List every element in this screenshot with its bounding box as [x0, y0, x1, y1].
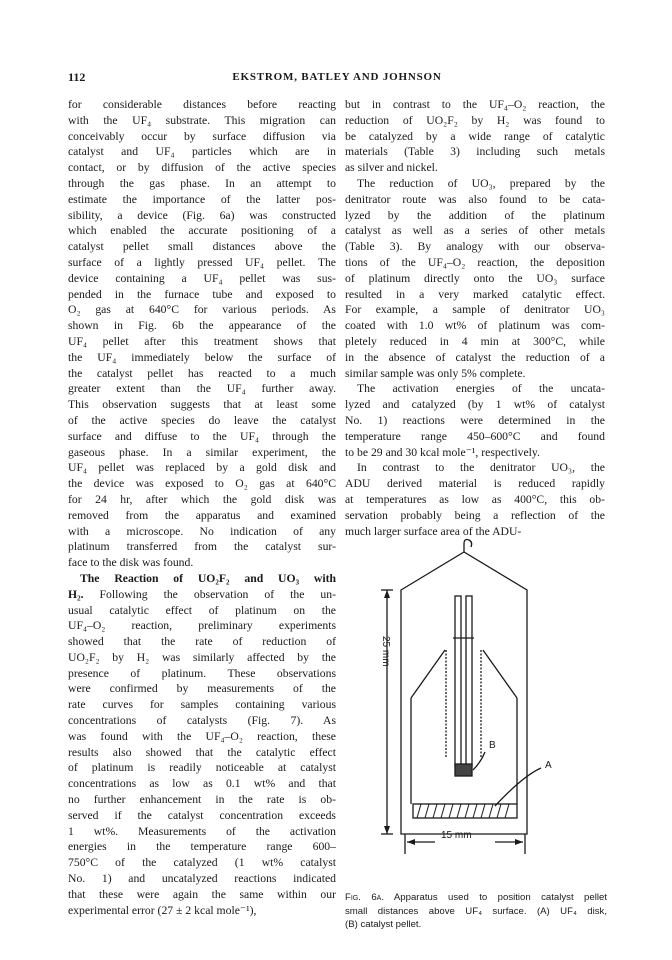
text-line: This observation suggests that at least some [68, 398, 336, 412]
text-line: denitrator route was also found to be cata- [345, 192, 605, 206]
running-head: EKSTROM, BATLEY AND JOHNSON [232, 71, 442, 83]
text-line [68, 571, 336, 587]
width-dimension: 15 mm [441, 830, 472, 841]
text-line: platinum transferred from the catalyst sur- [68, 540, 336, 554]
paragraph-activation-energies [345, 381, 605, 460]
text-line: through the gas phase. In an attempt to [68, 176, 336, 190]
text-line: for 24 hr, after which the gold disk was [68, 492, 336, 506]
text-line: no further enhancement in the rate is ob- [68, 793, 336, 807]
paragraph-migration [68, 97, 336, 571]
text-line: shown in Fig. 6b the appearance of the [68, 319, 336, 333]
height-dimension: 25 mm [380, 636, 391, 667]
text-line: The activation energies of the uncata- [357, 382, 605, 396]
text-line: tions of the UF₄–O₂ reaction, the deposition [345, 255, 605, 269]
text-line: concentrations of catalysts (Fig. 7). As [68, 714, 336, 728]
text-line: 1 wt%. Measurements of the activation [68, 824, 336, 838]
text-line: the catalyst pellet has reacted to a much [68, 366, 336, 380]
text-line: UO₂F₂ by H₂ was similarly affected by the [68, 650, 336, 664]
text-line: served if the catalyst concentration exceeds [68, 808, 336, 822]
caption-line [345, 891, 607, 905]
text-line: lyzed and catalyzed (by 1 wt% of catalyst [345, 398, 605, 412]
text-line: to be 29 and 30 kcal mole⁻¹, respectively. [345, 445, 540, 459]
text-line: at temperatures as low as 400°C, this ob- [345, 492, 605, 506]
text-line: greater extent than the UF₄ further away. [68, 382, 336, 396]
text-line: coated with 1.0 wt% of platinum was com- [345, 319, 605, 333]
text-line: gaseous phase. In a similar experiment, the [68, 445, 336, 459]
text-line: UF₄ pellet after this treatment shows that [68, 334, 336, 348]
label-b: B [489, 740, 496, 751]
text-line: O₂ gas at 640°C for various periods. As [68, 303, 336, 317]
text-line: pended in the furnace tube and exposed to [68, 287, 336, 301]
caption-label: Fig. 6a. [345, 892, 384, 903]
caption-line: (B) catalyst pellet. [345, 919, 422, 930]
text-line: be catalyzed by a wide range of catalytic [345, 129, 605, 143]
section-heading-continued: H₂. [68, 587, 84, 601]
text-line: sibility, a device (Fig. 6a) was constructed [68, 208, 336, 222]
text-line: the UF₄ immediately below the surface of [68, 350, 336, 364]
text-line: reduction of UO₂F₂ by H₂ was found to [345, 113, 605, 127]
text-line: UF₄ pellet was replaced by a gold disk and [68, 461, 336, 475]
text-line: which enabled the accurate positioning of a [68, 224, 336, 238]
paragraph-adu-material [345, 460, 605, 539]
text-line: but in contrast to the UF₄–O₂ reaction, the [345, 98, 605, 111]
text-line: catalyst as well as a series of other metals [345, 224, 605, 238]
text-line: experimental error (27 ± 2 kcal mole⁻¹), [68, 903, 257, 917]
text-line: In contrast to the denitrator UO₃, the [357, 461, 605, 475]
text-line: results also showed that the catalytic effect [68, 745, 336, 759]
text-line: of platinum is readily noticeable at catalyst [68, 761, 336, 775]
text-line: energies in the temperature range 600– [68, 840, 336, 854]
text-line: that these were again the same within our [68, 887, 336, 901]
figure-caption [345, 891, 607, 932]
text-line: with the UF₄ substrate. This migration can [68, 113, 336, 127]
apparatus-housing [401, 552, 527, 834]
text-line: of the active species do leave the catalyst [68, 413, 336, 427]
text-line: temperature range 450–600°C and found [345, 429, 605, 443]
text-line: of platinum directly onto the UO₃ surface [345, 271, 605, 285]
text-line: UF₄–O₂ reaction, preliminary experiments [68, 619, 336, 633]
text-line: 750°C of the catalyzed (1 wt% catalyst [68, 856, 336, 870]
suspension-hook [464, 540, 472, 553]
catalyst-pellet [455, 764, 472, 776]
section-heading-paragraph [68, 571, 336, 603]
paragraph-contrast [345, 97, 605, 176]
text-line: surface and diffuse to the UF₄ through the [68, 429, 336, 443]
right-column [345, 97, 605, 539]
text-line: (Table 3). By analogy with our observa- [345, 240, 605, 254]
text-line: estimate the importance of the latter pos- [68, 192, 336, 206]
figure-6a [345, 538, 607, 878]
text-line: face to the disk was found. [68, 556, 194, 570]
page-header [68, 70, 606, 86]
text-line: similar sample was only 5% complete. [345, 366, 526, 380]
text-line: device containing a UF₄ pellet was sus- [68, 271, 336, 285]
text-line: as silver and nickel. [345, 161, 438, 175]
apparatus-diagram [345, 538, 607, 878]
text-line: catalyst pellet small distances above the [68, 240, 336, 254]
text-line: was found with the UF₄–O₂ reaction, these [68, 729, 336, 743]
text-line: pletely reduced in 4 min at 300°C, while [345, 334, 605, 348]
text-line: resulted in a very marked catalytic effect. [345, 287, 605, 301]
section-heading: The Reaction of UO₂F₂ and UO₃ with [80, 571, 336, 585]
text-line: the device was exposed to O₂ gas at 640°C [68, 477, 336, 491]
text-line: No. 1) and uncatalyzed reactions indicated [68, 872, 336, 886]
text-line: were confirmed by measurements of the [68, 682, 336, 696]
text-line: catalyst and UF₄ particles which are in [68, 145, 336, 159]
text-line: removed from the apparatus and examined [68, 508, 336, 522]
caption-line: small distances above UF₄ surface. (A) UF₄ disk, [345, 905, 607, 917]
text-line: usual catalytic effect of platinum on the [68, 603, 336, 617]
text-line [68, 587, 336, 603]
text-line: in the absence of catalyst the reduction of a [345, 350, 605, 364]
text-line: contact, or by diffusion of the active species [68, 161, 336, 175]
paragraph-reduction-start: Following the observation of the un- [83, 587, 336, 601]
text-line: surface of a lightly pressed UF₄ pellet. The [68, 255, 336, 269]
text-line: for considerable distances before reacting [68, 98, 336, 111]
text-line: with a microscope. No indication of any [68, 524, 336, 538]
text-line: No. 1) reactions were determined in the [345, 413, 605, 427]
text-line: materials (Table 3) including such metals [345, 145, 605, 159]
text-line: servation probably being a reflection of the [345, 508, 605, 522]
text-line: much larger surface area of the ADU- [345, 524, 522, 538]
text-line: concentrations as low as 0.1 wt% and that [68, 777, 336, 791]
text-line: The reduction of UO₃, prepared by the [357, 176, 605, 190]
text-line: ADU derived material is reduced rapidly [345, 477, 605, 491]
text-line: lyzed by the addition of the platinum [345, 208, 605, 222]
page-number: 112 [68, 70, 86, 84]
label-a: A [545, 760, 552, 771]
paragraph-uo3-reduction [345, 176, 605, 381]
text-line: rate curves for samples containing various [68, 698, 336, 712]
paragraph-reduction [68, 603, 336, 919]
text-line: For example, a sample of denitrator UO₃ [345, 303, 605, 317]
text-line: presence of platinum. These observations [68, 666, 336, 680]
caption-text: Apparatus used to position catalyst pellet [393, 892, 607, 903]
left-column [68, 97, 336, 918]
text-line: showed that the rate of reduction of [68, 635, 336, 649]
text-line: conceivably occur by surface diffusion via [68, 129, 336, 143]
